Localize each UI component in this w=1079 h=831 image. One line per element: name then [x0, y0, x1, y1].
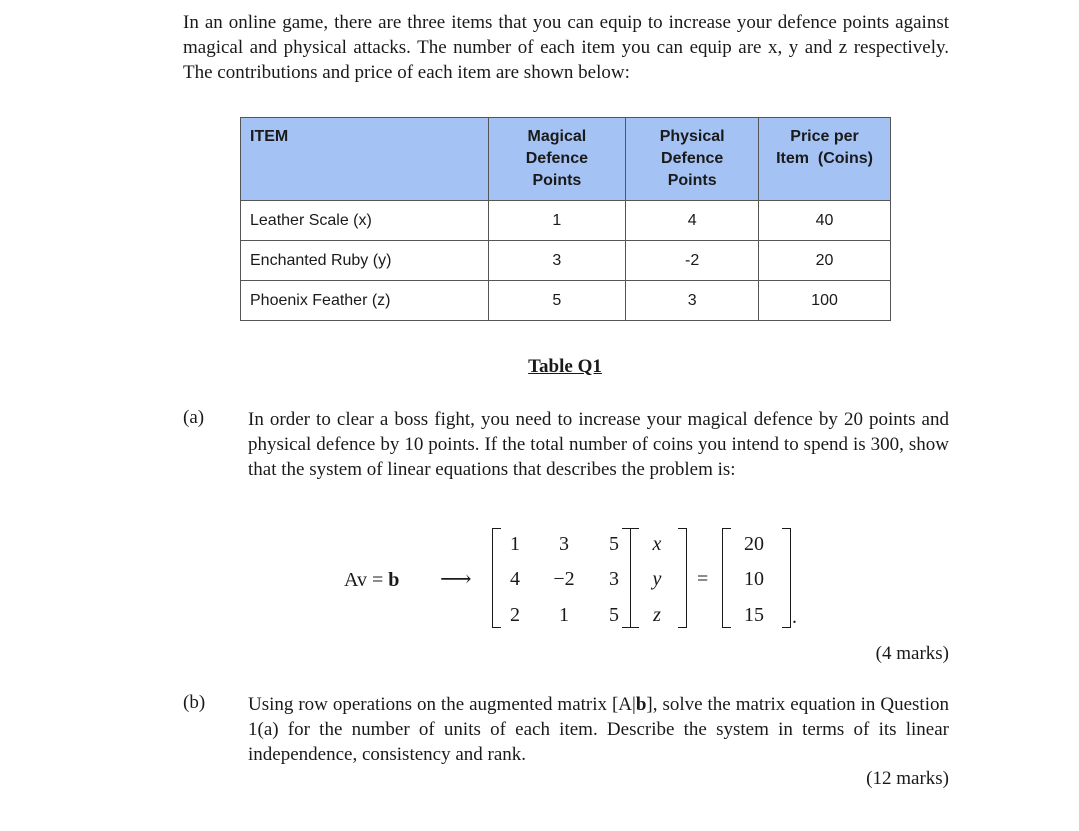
- vector-b-cell: 20: [744, 533, 764, 555]
- vector-v-cell: z: [653, 604, 661, 626]
- magical-value: 1: [488, 201, 626, 241]
- matrix-a-cell: 4: [510, 568, 520, 590]
- item-name: Enchanted Ruby (y): [241, 241, 489, 281]
- vector-b-cell: 10: [744, 568, 764, 590]
- table-row: [241, 201, 891, 241]
- price-value: 100: [759, 281, 891, 321]
- matrix-a-cell: 3: [559, 533, 569, 555]
- item-name: Phoenix Feather (z): [241, 281, 489, 321]
- items-table: [240, 117, 891, 321]
- matrix-a-cell: 1: [559, 604, 569, 626]
- vector-v-left-bracket: [630, 528, 639, 628]
- arrow-icon: ⟶: [440, 566, 472, 591]
- vector-b-right-bracket: [782, 528, 791, 628]
- table-caption: Table Q1: [528, 356, 602, 377]
- matrix-a-cell: 5: [609, 533, 619, 555]
- part-b-label: (b): [183, 692, 206, 713]
- header-price: Price per Item (Coins): [759, 118, 891, 201]
- matrix-a-cell: 3: [609, 568, 619, 590]
- price-value: 40: [759, 201, 891, 241]
- header-physical: Physical Defence Points: [626, 118, 759, 201]
- vector-v-cell: y: [652, 568, 662, 590]
- matrix-a-cell: 1: [510, 533, 520, 555]
- item-name: Leather Scale (x): [241, 201, 489, 241]
- magical-value: 3: [488, 241, 626, 281]
- part-b-marks: (12 marks): [866, 768, 949, 789]
- part-a-marks: (4 marks): [875, 643, 949, 664]
- magical-value: 5: [488, 281, 626, 321]
- header-magical: Magical Defence Points: [488, 118, 626, 201]
- vector-v-right-bracket: [678, 528, 687, 628]
- physical-value: -2: [626, 241, 759, 281]
- vector-b-cell: 15: [744, 604, 764, 626]
- intro-paragraph: In an online game, there are three items that you can equip to increase your defence points against magical and physical attacks. The number of each item you can equip are x, y and z respectively. The contributions and price of each item are shown below:: [183, 12, 949, 83]
- equation-period: .: [792, 606, 797, 628]
- price-value: 20: [759, 241, 891, 281]
- part-a-text: In order to clear a boss fight, you need to increase your magical defence by 20 points and physical defence by 10 points. If the total number of coins you intend to spend is 300, show that the system of linear equations that describes the problem is:: [248, 409, 949, 480]
- header-item: ITEM: [241, 118, 489, 201]
- part-a-label: (a): [183, 407, 205, 428]
- matrix-a-cell: −2: [553, 568, 575, 590]
- vector-b-left-bracket: [722, 528, 731, 628]
- table-header-row: [241, 118, 891, 201]
- matrix-a-cell: 5: [609, 604, 619, 626]
- table-row: [241, 281, 891, 321]
- physical-value: 4: [626, 201, 759, 241]
- equation-lhs: Av = b: [344, 569, 400, 591]
- equals-sign: =: [697, 568, 709, 590]
- matrix-a-cell: 2: [510, 604, 520, 626]
- vector-v-cell: x: [652, 533, 662, 555]
- physical-value: 3: [626, 281, 759, 321]
- table-row: [241, 241, 891, 281]
- part-b-text: Using row operations on the augmented matrix [A|b], solve the matrix equation in Question 1(a) for the number of units of each item. Describe the system in terms of its linear independence, consistency and rank.: [248, 694, 949, 765]
